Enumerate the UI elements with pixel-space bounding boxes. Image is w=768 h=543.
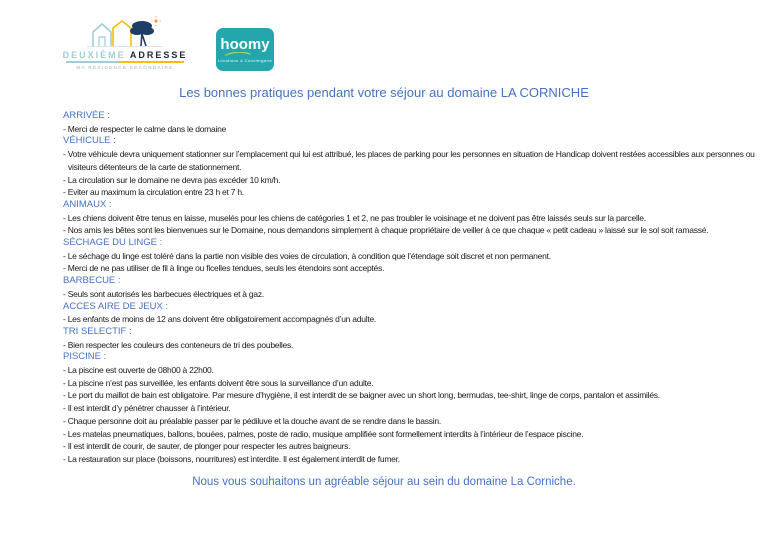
rule-item: - La circulation sur le domaine ne devra pas excéder 10 km/h. bbox=[63, 174, 281, 185]
rule-item: - La piscine est ouverte de 08h00 à 22h00. bbox=[63, 365, 214, 376]
rule-item: - Chaque personne doit au préalable passer par le pédiluve et la douche avant de se rendre dans le bassin. bbox=[63, 415, 441, 426]
hoomy-swoosh-icon bbox=[225, 52, 251, 56]
rule-item: - La piscine n’est pas surveillée, les enfants doivent être sous la surveillance d’un adulte. bbox=[63, 377, 374, 388]
page-footer: Nous vous souhaitons un agréable séjour au sein du domaine La Corniche. bbox=[192, 476, 576, 488]
rule-item: - La restauration sur place (boissons, nourritures) est interdite. Il est également interdit de fumer. bbox=[63, 453, 400, 464]
rules-list bbox=[63, 110, 760, 466]
rule-item: - Il est interdit de courir, de sauter, de plonger pour respecter les autres baigneurs. bbox=[63, 441, 351, 452]
hoomy-wordmark: hoomy bbox=[220, 35, 270, 53]
section-heading: SÉCHAGE DU LINGE : bbox=[63, 237, 163, 249]
wordmark-deuxieme: DEUXIÈME bbox=[62, 50, 126, 60]
rule-item: - Il est interdit d’y pénétrer chausser à l’intérieur. bbox=[63, 403, 231, 414]
hoomy-logo bbox=[216, 28, 274, 71]
section-heading: VÉHICULE : bbox=[63, 135, 116, 147]
rule-item: - Nos amis les bêtes sont les bienvenues sur le Domaine, nous demandons simplement à chaque propriétaire de veiller à ce que chaque « petit cadeau » laissé sur le sol soit ramassé. bbox=[63, 225, 709, 236]
wordmark-underline bbox=[66, 61, 184, 63]
deuxieme-adresse-wordmark bbox=[63, 50, 188, 60]
wordmark-adresse: ADRESSE bbox=[129, 50, 188, 60]
deuxieme-adresse-tagline: MA RÉSIDENCE SECONDAIRE bbox=[76, 65, 174, 70]
rule-item: - Seuls sont autorisés les barbecues électriques et à gaz. bbox=[63, 288, 264, 299]
section-heading: PISCINE : bbox=[63, 351, 107, 363]
section-heading: ACCES AIRE DE JEUX : bbox=[63, 300, 169, 312]
page-title: Les bonnes pratiques pendant votre séjour au domaine LA CORNICHE bbox=[179, 85, 589, 100]
section-heading: ANIMAUX : bbox=[63, 198, 112, 210]
rule-item: - Bien respecter les couleurs des conteneurs de tri des poubelles. bbox=[63, 339, 294, 350]
rule-item: - Merci de respecter le calme dans le domaine bbox=[63, 123, 227, 134]
section-heading: TRI SELECTIF : bbox=[63, 325, 132, 337]
house-and-tree-icon bbox=[85, 16, 165, 50]
rule-item: - Merci de ne pas utiliser de fil à linge ou ficelles tendues, seuls les étendoirs sont acceptés. bbox=[63, 263, 385, 274]
rule-item: - Les matelas pneumatiques, ballons, bouées, palmes, poste de radio, musique amplifiée sont formellement interdits à l’intérieur de l’espace piscine. bbox=[63, 428, 584, 439]
rule-item: - Les enfants de moins de 12 ans doivent être obligatoirement accompagnés d’un adulte. bbox=[63, 314, 377, 325]
rule-item: - Le séchage du linge est toléré dans la partie non visible des voies de circulation, à condition que l’étendage soit discret et non permanent. bbox=[63, 250, 551, 261]
rule-item: - Votre véhicule devra uniquement stationner sur l’emplacement qui lui est attribué, les places de parking pour les personnes en situation de Handicap doivent restées accessibles aux personnes ou visiteurs détenteurs de la carte de stationnement. bbox=[63, 149, 755, 172]
deuxieme-adresse-logo bbox=[58, 16, 192, 74]
hoomy-tagline: Locations & Conciergerie bbox=[217, 57, 273, 63]
rule-item: - Le port du maillot de bain est obligatoire. Par mesure d’hygiène, il est interdit de se baigner avec un short long, bermudas, tee-shirt, linge de corps, pantalon et assimilés. bbox=[63, 390, 660, 401]
sun-icon bbox=[152, 17, 161, 27]
rule-item: - Eviter au maximum la circulation entre 23 h et 7 h. bbox=[63, 187, 244, 198]
section-heading: BARBECUE : bbox=[63, 275, 121, 287]
rule-item: - Les chiens doivent être tenus en laisse, muselés pour les chiens de catégories 1 et 2, ne pas troubler le voisinage et ne doivent pas être laissés seuls sur la parcelle. bbox=[63, 212, 646, 223]
section-heading: ARRIVÉE : bbox=[63, 110, 110, 121]
